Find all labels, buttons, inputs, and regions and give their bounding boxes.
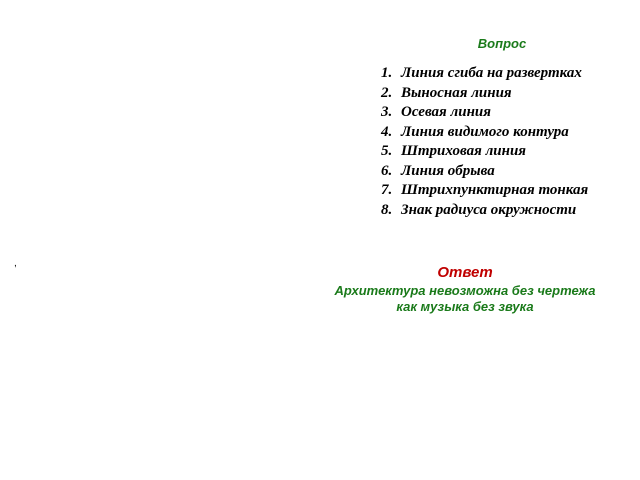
list-item [381,162,588,182]
list-item [381,181,588,201]
stray-mark: , [14,258,17,269]
item-text: Линия видимого контура [401,123,569,140]
answer-title: Ответ [437,264,493,281]
item-number: 7. [381,182,393,198]
question-title: Вопрос [477,36,527,51]
list-item [381,84,588,104]
item-number: 4. [381,123,393,140]
item-text: Знак радиуса окружности [401,201,577,218]
list-item [381,64,588,84]
item-number: 2. [381,84,393,101]
answer-line-2: как музыка без звука [396,299,534,314]
answer-block [310,263,620,315]
item-text: Линия обрыва [401,162,495,179]
item-text: Линия сгиба на развертках [401,65,582,81]
item-text: Выносная линия [401,84,512,101]
item-text: Штрихпунктирная тонкая [401,182,589,198]
item-text: Осевая линия [401,104,491,120]
item-number: 5. [381,143,393,159]
item-number: 1. [381,65,393,81]
item-number: 6. [381,162,393,179]
answer-line-1: Архитектура невозможна без чертежа [334,283,596,298]
item-number: 3. [381,104,393,120]
list-item [381,103,588,123]
question-list [381,64,588,220]
list-item [381,201,588,221]
item-number: 8. [381,201,393,218]
item-text: Штриховая линия [401,143,527,159]
list-item [381,142,588,162]
list-item [381,123,588,143]
